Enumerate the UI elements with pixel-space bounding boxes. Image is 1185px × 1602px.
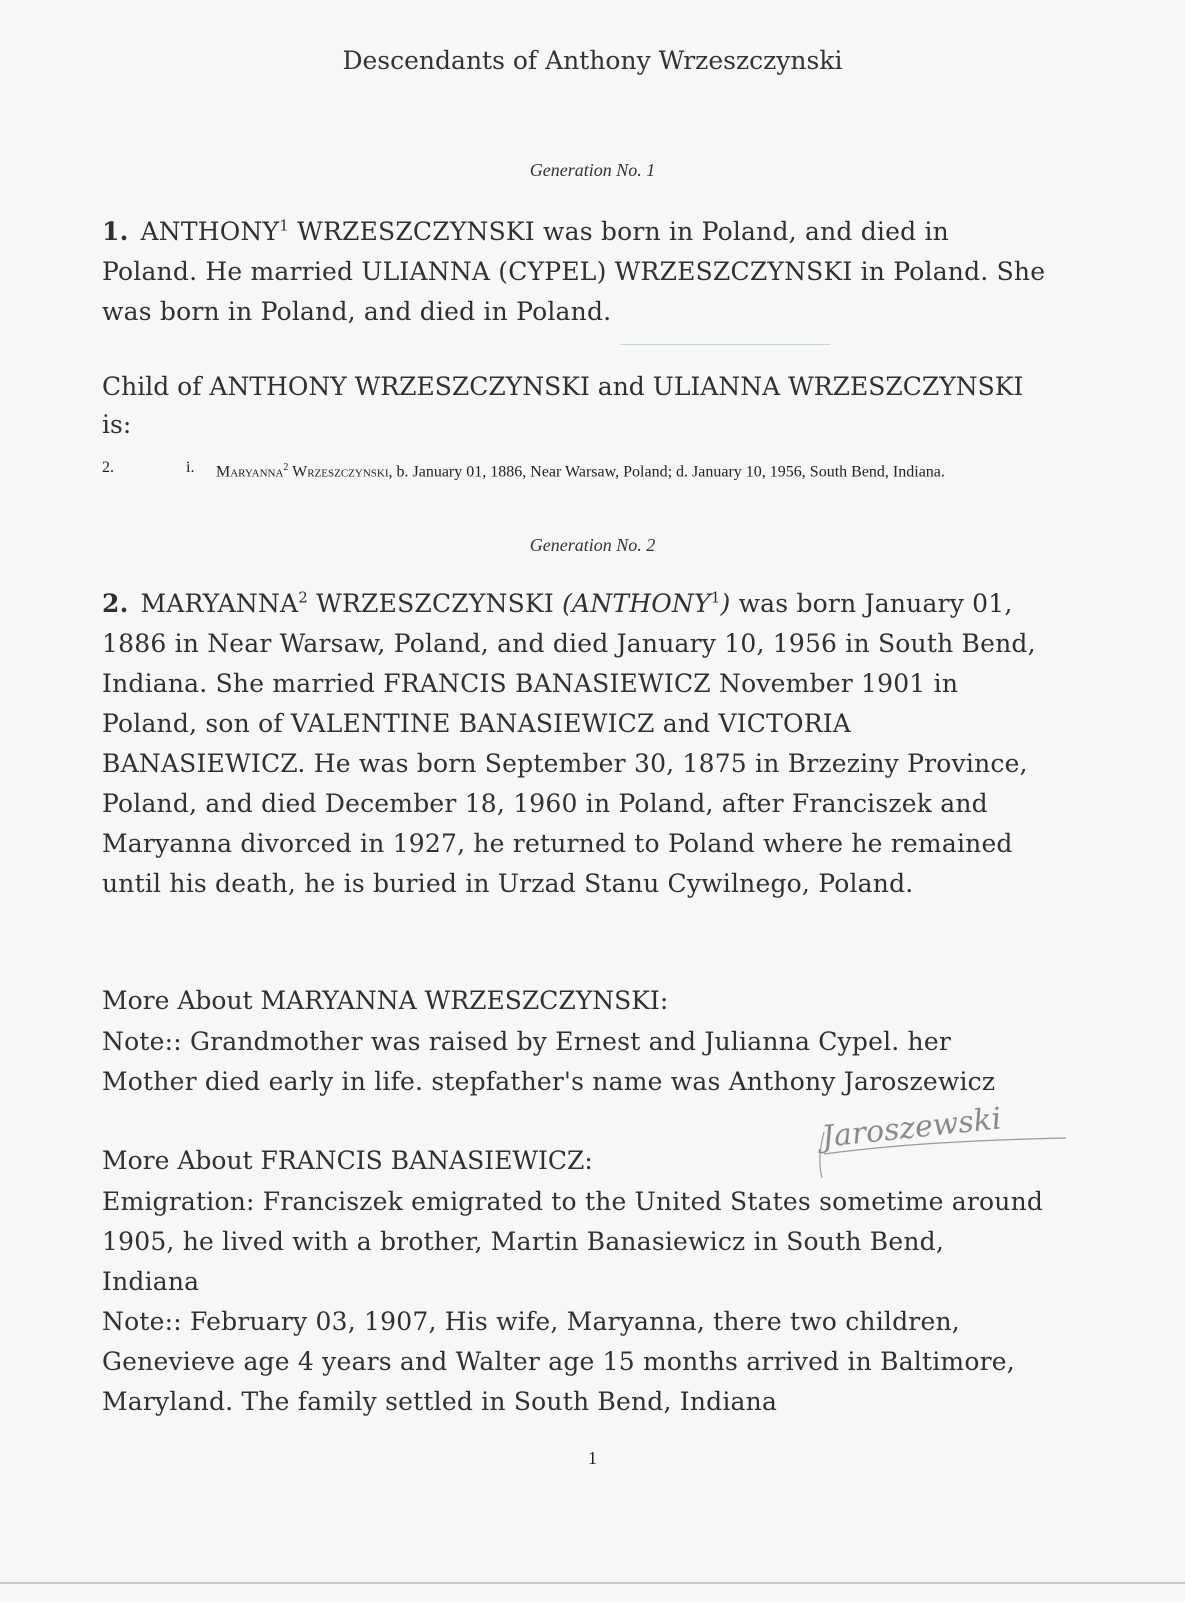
- child-surname: Wrzeszczynski: [288, 463, 389, 481]
- handwritten-annotation-text: Jaroszewski: [820, 1101, 1003, 1156]
- child-name: Maryanna: [216, 463, 284, 481]
- entry-text-name: ANTHONY: [140, 217, 280, 246]
- child-number: 2.: [102, 459, 114, 476]
- faint-mark-line: [620, 344, 830, 345]
- child-roman-numeral: i.: [186, 459, 195, 476]
- generation-superscript: 2: [298, 588, 308, 607]
- page-number: 1: [588, 1448, 597, 1468]
- entry-number: 2.: [102, 589, 129, 618]
- generation-2-label: Generation No. 2: [529, 535, 656, 555]
- more-about-francis-heading: More About FRANCIS BANASIEWICZ:: [102, 1146, 593, 1175]
- child-text: [216, 458, 1016, 482]
- maryanna-note: Note:: Grandmother was raised by Ernest and Julianna Cypel. her Mother died early in life. stepfather's name was Anthony Jaroszewicz: [102, 1027, 996, 1096]
- ancestor-name: (ANTHONY: [562, 589, 711, 618]
- generation-1-label: Generation No. 1: [529, 160, 656, 180]
- ancestor-close: ): [720, 589, 731, 618]
- francis-note: Note:: February 03, 1907, His wife, Maryanna, there two children, Genevieve age 4 years and Walter age 15 months arrived in Baltimore, Maryland. The family settled in South Bend, Indiana: [102, 1307, 1015, 1416]
- scan-edge-line: [0, 1582, 1185, 1584]
- entry-text-body: was born January 01, 1886 in Near Warsaw, Poland, and died January 10, 1956 in South Bend, Indiana. She married FRANCIS BANASIEWICZ November 1901 in Poland, son of VALENTINE BANASIEWICZ and VICTORIA BANASIEWICZ. He was born September 30, 1875 in Brzeziny Province, Poland, and died December 18, 1960 in Poland, after Franciszek and Maryanna divorced in 1927, he returned to Poland where he remained until his death, he is buried in Urzad Stanu Cywilnego, Poland.: [102, 589, 1036, 898]
- francis-emigration: Emigration: Franciszek emigrated to the United States sometime around 1905, he lived with a brother, Martin Banasiewicz in South Bend, Indiana: [102, 1187, 1044, 1296]
- child-heading: Child of ANTHONY WRZESZCZYNSKI and ULIANNA WRZESZCZYNSKI is:: [102, 372, 1024, 439]
- child-name-superscript: 2: [283, 462, 289, 473]
- generation-1-entry: [102, 212, 1047, 332]
- more-about-maryanna-heading: More About MARYANNA WRZESZCZYNSKI:: [102, 986, 669, 1015]
- generation-2-entry: [102, 584, 1047, 904]
- entry-text-body: WRZESZCZYNSKI was born in Poland, and died in Poland. He married ULIANNA (CYPEL) WRZESZCZYNSKI in Poland. She was born in Poland, and died in Poland.: [102, 217, 1046, 326]
- ancestor-superscript: 1: [710, 588, 721, 607]
- entry-number: 1.: [102, 217, 129, 246]
- document-title: Descendants of Anthony Wrzeszczynski: [342, 46, 843, 75]
- child-details: , b. January 01, 1886, Near Warsaw, Poland; d. January 10, 1956, South Bend, Indiana.: [388, 463, 945, 481]
- generation-superscript: 1: [279, 216, 289, 235]
- entry-text-surname: WRZESZCZYNSKI: [307, 589, 563, 618]
- entry-text-name: MARYANNA: [140, 589, 299, 618]
